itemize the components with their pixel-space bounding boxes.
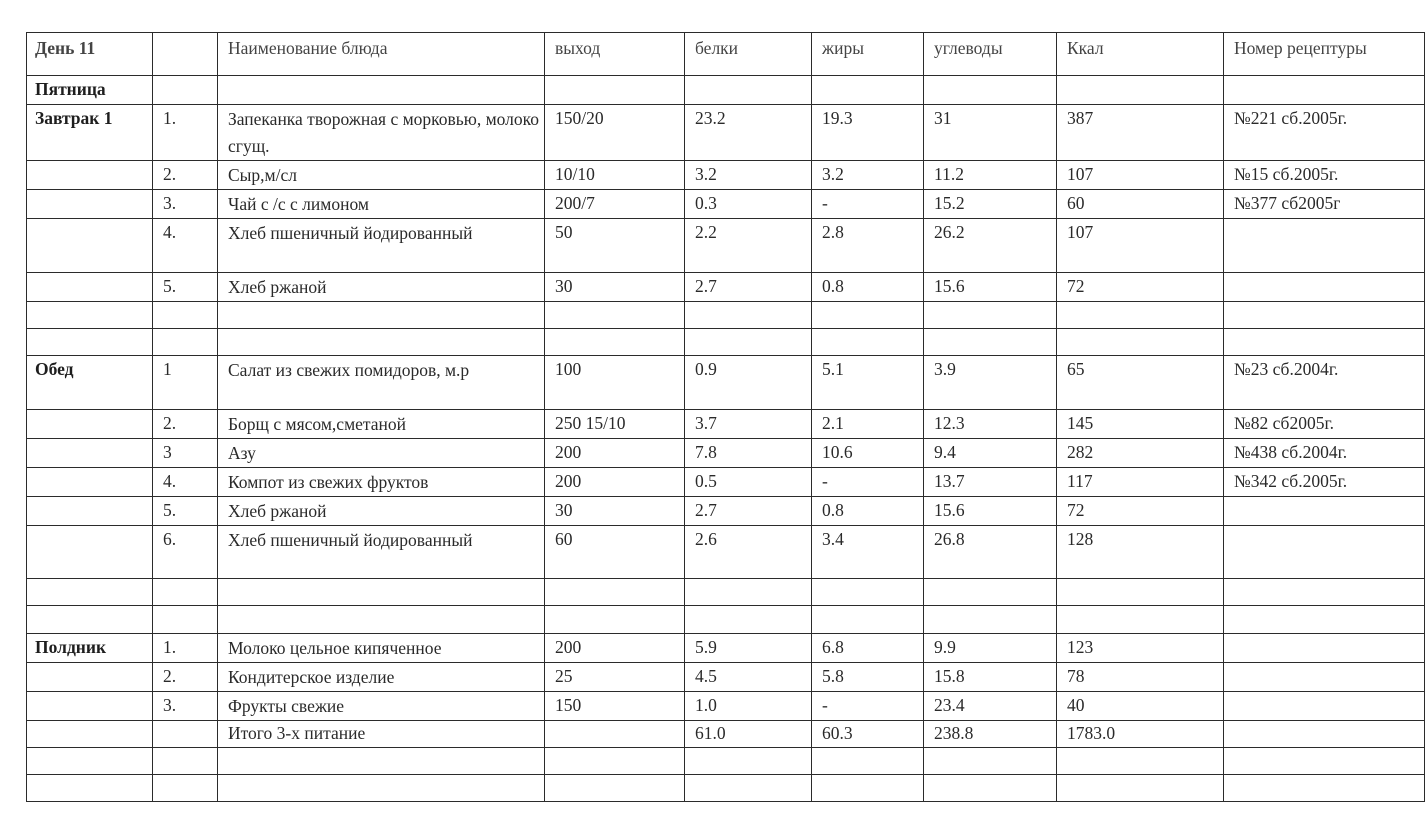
cell-num: 1. [153,105,218,161]
total-label: Итого 3-х питание [218,721,545,748]
total-kcal: 1783.0 [1057,721,1224,748]
cell-recipe [1224,497,1425,526]
cell-yield: 250 15/10 [545,410,685,439]
empty-cell [153,579,218,606]
cell-kcal: 78 [1057,663,1224,692]
meal-label: Обед [27,356,153,410]
weekday-label: Пятница [27,76,153,105]
empty-cell [1057,748,1224,775]
table-row [27,190,1425,219]
cell-protein: 23.2 [685,105,812,161]
cell-yield: 60 [545,526,685,579]
cell-carbs: 9.4 [924,439,1057,468]
cell-dish: Азу [218,439,545,468]
cell-recipe: №221 сб.2005г. [1224,105,1425,161]
cell-dish: Молоко цельное кипяченное [218,634,545,663]
weekday-row [27,76,1425,105]
cell-yield: 200 [545,439,685,468]
cell-fat: - [812,468,924,497]
cell-protein: 4.5 [685,663,812,692]
cell-kcal: 282 [1057,439,1224,468]
cell-carbs: 15.6 [924,273,1057,302]
spacer-row [27,302,1425,329]
cell-dish: Борщ с мясом,сметаной [218,410,545,439]
cell-dish: Кондитерское изделие [218,663,545,692]
empty-cell [1224,579,1425,606]
table-row [27,663,1425,692]
empty-cell [685,606,812,634]
cell-fat: 5.1 [812,356,924,410]
header-yield: выход [545,33,685,76]
spacer-row [27,579,1425,606]
empty-cell [27,579,153,606]
meal-cell [27,410,153,439]
cell-carbs: 26.8 [924,526,1057,579]
cell-yield: 150 [545,692,685,721]
cell-kcal: 40 [1057,692,1224,721]
empty-cell [218,748,545,775]
total-protein: 61.0 [685,721,812,748]
cell-carbs: 23.4 [924,692,1057,721]
meal-cell [27,497,153,526]
header-fat: жиры [812,33,924,76]
empty-cell [218,606,545,634]
empty-cell [685,579,812,606]
empty-cell [1057,775,1224,802]
cell-num: 4. [153,219,218,273]
cell-dish: Сыр,м/сл [218,161,545,190]
cell-protein: 7.8 [685,439,812,468]
cell-dish: Фрукты свежие [218,692,545,721]
cell-num: 5. [153,273,218,302]
empty-cell [924,329,1057,356]
menu-table [26,32,1425,802]
table-row [27,692,1425,721]
table-row [27,439,1425,468]
cell-num: 2. [153,161,218,190]
cell-dish: Хлеб ржаной [218,497,545,526]
header-protein: белки [685,33,812,76]
empty-cell [218,579,545,606]
cell-kcal: 65 [1057,356,1224,410]
cell-carbs: 15.2 [924,190,1057,219]
meal-label: Полдник [27,634,153,663]
cell-recipe: №438 сб.2004г. [1224,439,1425,468]
cell-carbs: 3.9 [924,356,1057,410]
empty-cell [153,721,218,748]
cell-num: 3 [153,439,218,468]
empty-cell [812,579,924,606]
cell-yield: 200 [545,468,685,497]
cell-carbs: 9.9 [924,634,1057,663]
empty-cell [685,748,812,775]
cell-protein: 2.7 [685,273,812,302]
cell-fat: 19.3 [812,105,924,161]
cell-num: 3. [153,692,218,721]
meal-cell [27,692,153,721]
empty-cell [1224,302,1425,329]
table-row [27,526,1425,579]
empty-cell [153,748,218,775]
meal-cell [27,468,153,497]
cell-yield: 50 [545,219,685,273]
empty-cell [924,579,1057,606]
cell-carbs: 15.8 [924,663,1057,692]
empty-cell [153,775,218,802]
empty-cell [27,302,153,329]
empty-cell [27,748,153,775]
meal-cell [27,526,153,579]
empty-cell [545,775,685,802]
cell-fat: 3.4 [812,526,924,579]
header-kcal: Ккал [1057,33,1224,76]
empty-cell [545,302,685,329]
empty-cell [924,302,1057,329]
cell-fat: 5.8 [812,663,924,692]
table-row [27,105,1425,161]
empty-cell [27,606,153,634]
empty-cell [685,76,812,105]
empty-cell [153,76,218,105]
day-label: День 11 [27,33,153,76]
cell-num: 2. [153,663,218,692]
cell-num: 5. [153,497,218,526]
cell-yield: 30 [545,497,685,526]
empty-cell [218,775,545,802]
cell-dish: Компот из свежих фруктов [218,468,545,497]
empty-cell [1224,748,1425,775]
empty-cell [812,76,924,105]
cell-recipe [1224,526,1425,579]
cell-kcal: 123 [1057,634,1224,663]
empty-cell [27,329,153,356]
empty-cell [685,775,812,802]
cell-protein: 2.2 [685,219,812,273]
spacer-row [27,748,1425,775]
table-row [27,356,1425,410]
cell-dish: Хлеб пшеничный йодированный [218,219,545,273]
cell-fat: 2.1 [812,410,924,439]
empty-cell [27,721,153,748]
cell-recipe: №82 сб2005г. [1224,410,1425,439]
cell-protein: 2.7 [685,497,812,526]
empty-cell [1224,76,1425,105]
cell-kcal: 128 [1057,526,1224,579]
empty-cell [218,329,545,356]
cell-kcal: 60 [1057,190,1224,219]
empty-cell [545,606,685,634]
cell-recipe [1224,273,1425,302]
cell-yield: 200/7 [545,190,685,219]
cell-kcal: 107 [1057,161,1224,190]
cell-num: 4. [153,468,218,497]
cell-recipe [1224,692,1425,721]
cell-yield: 25 [545,663,685,692]
header-carbs: углеводы [924,33,1057,76]
cell-num: 1 [153,356,218,410]
meal-cell [27,190,153,219]
cell-dish: Хлеб пшеничный йодированный [218,526,545,579]
table-row [27,219,1425,273]
empty-cell [27,775,153,802]
cell-num: 2. [153,410,218,439]
header-num-cell [153,33,218,76]
empty-cell [1057,329,1224,356]
spacer-row [27,606,1425,634]
table-row [27,410,1425,439]
spacer-row [27,329,1425,356]
empty-cell [153,302,218,329]
cell-kcal: 117 [1057,468,1224,497]
cell-carbs: 11.2 [924,161,1057,190]
header-dish: Наименование блюда [218,33,545,76]
cell-fat: - [812,190,924,219]
empty-cell [812,302,924,329]
empty-cell [924,606,1057,634]
spacer-row [27,775,1425,802]
cell-recipe [1224,663,1425,692]
cell-num: 1. [153,634,218,663]
cell-carbs: 13.7 [924,468,1057,497]
cell-recipe [1224,219,1425,273]
cell-fat: - [812,692,924,721]
empty-cell [685,329,812,356]
cell-recipe: №342 сб.2005г. [1224,468,1425,497]
cell-yield: 10/10 [545,161,685,190]
empty-cell [1224,329,1425,356]
empty-cell [218,76,545,105]
empty-cell [545,329,685,356]
cell-num: 3. [153,190,218,219]
cell-yield: 200 [545,634,685,663]
header-row [27,33,1425,76]
cell-recipe [1224,634,1425,663]
meal-label: Завтрак 1 [27,105,153,161]
cell-protein: 0.9 [685,356,812,410]
empty-cell [1057,302,1224,329]
cell-kcal: 387 [1057,105,1224,161]
cell-protein: 2.6 [685,526,812,579]
total-carbs: 238.8 [924,721,1057,748]
cell-num: 6. [153,526,218,579]
header-recipe: Номер рецептуры [1224,33,1425,76]
empty-cell [924,76,1057,105]
cell-fat: 0.8 [812,497,924,526]
empty-cell [685,302,812,329]
cell-fat: 3.2 [812,161,924,190]
cell-yield: 100 [545,356,685,410]
table-row [27,273,1425,302]
total-row [27,721,1425,748]
table-row [27,468,1425,497]
meal-cell [27,219,153,273]
empty-cell [812,748,924,775]
cell-kcal: 145 [1057,410,1224,439]
cell-yield: 150/20 [545,105,685,161]
empty-cell [812,775,924,802]
empty-cell [545,76,685,105]
cell-kcal: 107 [1057,219,1224,273]
table-row [27,634,1425,663]
empty-cell [1224,721,1425,748]
empty-cell [1224,606,1425,634]
cell-protein: 1.0 [685,692,812,721]
empty-cell [1057,76,1224,105]
meal-cell [27,161,153,190]
cell-dish: Чай с /с с лимоном [218,190,545,219]
cell-dish: Запеканка творожная с морковью, молоко сгущ. [218,105,545,161]
cell-carbs: 15.6 [924,497,1057,526]
empty-cell [1057,606,1224,634]
empty-cell [153,329,218,356]
meal-cell [27,273,153,302]
cell-protein: 5.9 [685,634,812,663]
cell-fat: 10.6 [812,439,924,468]
empty-cell [812,606,924,634]
empty-cell [1057,579,1224,606]
cell-protein: 0.3 [685,190,812,219]
cell-dish: Салат из свежих помидоров, м.р [218,356,545,410]
cell-fat: 0.8 [812,273,924,302]
empty-cell [545,748,685,775]
cell-carbs: 31 [924,105,1057,161]
empty-cell [924,748,1057,775]
meal-cell [27,663,153,692]
cell-fat: 2.8 [812,219,924,273]
cell-fat: 6.8 [812,634,924,663]
empty-cell [545,579,685,606]
cell-recipe: №15 сб.2005г. [1224,161,1425,190]
cell-protein: 0.5 [685,468,812,497]
empty-cell [153,606,218,634]
meal-cell [27,439,153,468]
empty-cell [1224,775,1425,802]
empty-cell [545,721,685,748]
total-fat: 60.3 [812,721,924,748]
empty-cell [812,329,924,356]
cell-recipe: №377 сб2005г [1224,190,1425,219]
cell-recipe: №23 сб.2004г. [1224,356,1425,410]
cell-kcal: 72 [1057,497,1224,526]
cell-kcal: 72 [1057,273,1224,302]
cell-yield: 30 [545,273,685,302]
cell-dish: Хлеб ржаной [218,273,545,302]
cell-protein: 3.2 [685,161,812,190]
cell-protein: 3.7 [685,410,812,439]
table-row [27,161,1425,190]
cell-carbs: 26.2 [924,219,1057,273]
cell-carbs: 12.3 [924,410,1057,439]
empty-cell [218,302,545,329]
empty-cell [924,775,1057,802]
table-row [27,497,1425,526]
